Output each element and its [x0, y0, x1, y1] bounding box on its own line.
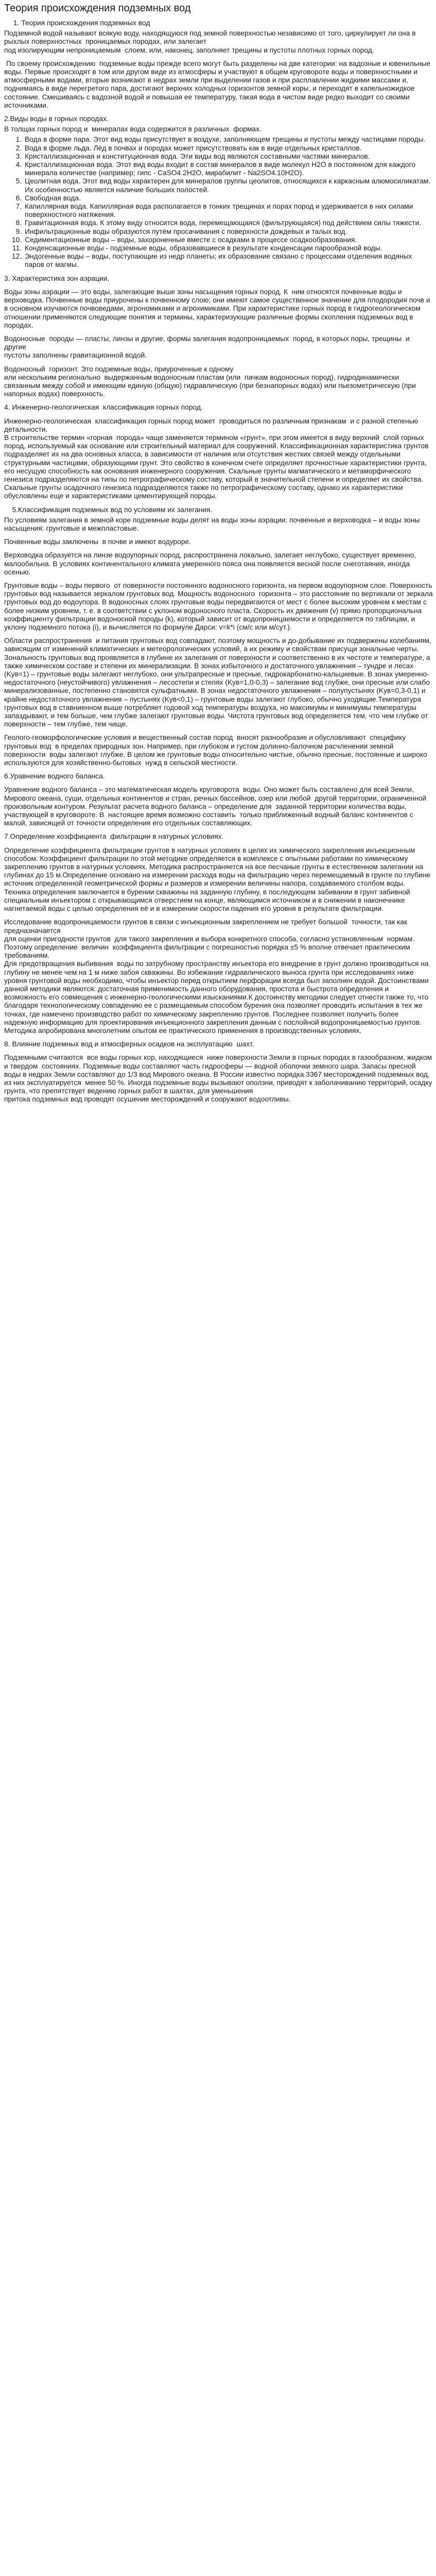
list-item: 6. Свободная вода.: [24, 194, 433, 202]
section-heading: 6.Уравнение водного баланса.: [4, 772, 105, 781]
paragraph: Инженерно-геологическая классификация горных пород может проводиться по различным признакам и с разной степенью детальности. В строительстве термин «горная порода» чаще заменяется термином «грунт», при этом имеется в виду верхний слой горных пород, используемый как основание или строительный материал для сооружений. Классификационная характеристика грунтов подразделяет их на два основных класса, в зависимости от наличия или отсутствия жестких связей между отдельными структурными частицами, образующими грунт. Это свойство в конечном счете определяет прочностные характеристики грунта, его несущую способность как основания инженерного сооружения. Скальные грунты магматического и метаморфического генезиса подразделяются на типы по петрографическому составу, который в значительной степени и определяет их свойства. Скальные грунты осадочного генезиса подразделяются также по петрографическому составу, однако их характеристики обусловлены еще и характеристиками цементирующей породы.: [4, 417, 429, 500]
paragraph: Почвенные воды заключены в почве и имеют водуроре.: [4, 538, 191, 546]
paragraph: По своему происхождению подземные воды прежде всего могут быть разделены на две категории: на вадозные и ювенильные воды. Первые происходят в том или другом виде из атмосферы и участвуют в общем круговороте воды и поверхностными и атмосферными водами, вторые возникают в недрах земли при выделении газов и при расплавлении жидкими массами и, поднимаясь в виде перегретого пара, достигают верхних холодных горизонтов земной коры, и переходят в капельножидкое состояние. Смешиваясь с вадозной водой и повышая ее температуру, такая вода в чистом виде редко выходит со своими источниками.: [4, 59, 432, 109]
section-heading: 8. Влияние подземных вод и атмосферных осадков на эксплуатацию шахт.: [4, 1040, 254, 1048]
list-item: 12. Эндогенные воды – воды, поступающие из недр планеты; их образование связано с процессами отделения водяных паров от магмы.: [24, 252, 433, 269]
paragraph: Определение коэффициента фильтрации грунтов в натурных условиях в целях их химического закрепления инъекционным способом. Коэффициент фильтрации по этой методике определяется в комплексе с опытными работами по химическому закреплению грунтов в натурных условиях. Методика распространяется на все песчаные грунты в естественном залегании на глубинах до 15 м.Определение основано на измерении расхода воды на фильтрацию через перемещаемый в грунте по глубине источник определенной геометрической формы и размеров и измерении величины напора, создаваемого столбом воды. Техника определения заключается в бурении скважины на заданную глубину, в последующем забивании в грунт забивной специальным инъектором с открывающимся отверстием на конце, являющимся источником и в снижении в наконечнике нагнетаемой воды с целью определения её и в измерении скорости падения его уровня в результате фильтрации.: [4, 846, 432, 913]
paragraph: Водоносные породы — пласты, линзы и другие, формы залегания водопроницаемых пород, в которых поры, трещины и другие пустоты заполнены гравитационной водой.: [4, 334, 410, 360]
section-heading: 5.Классификация подземных вод по условиям их залегания.: [4, 505, 213, 514]
section-heading: 1. Теория происхождения подземных вод: [13, 19, 150, 27]
paragraph: Подземными считаются все воды горных кор, находящиеся ниже поверхности Земли в горных породах в газообразном, жидком и твердом состояниях. Подземные воды составляют часть гидросферы — водной оболочки земного шара. Запасы пресной воды в недрах Земли составляют до 1/3 вод Мирового океана. В России известно порядка 3367 месторождений подземных вод, из них эксплуатируется менее 50 %. Иногда подземные воды вызывают оползни, приводят к заболачиванию территорий, осадку грунта, что препятствует ведению горных работ в шахтах, для уменьшения притока подземных вод проводят осушение месторождений и сооружают водоотливы.: [4, 1054, 432, 1104]
list-item: 8. Гравитационная вода. К этому виду относится вода, перемещающаяся (фильтрующаяся) под действием силы тяжести.: [24, 219, 433, 227]
paragraph: Водоносный горизонт. Это подземные воды, приуроченные к одному или нескольким регионально выдержанным водоносным пластам (или пачкам водоносных пород), гидродинамически связанным между собой и имеющим единую (общую) гидравлическую (при безнапорных водах) или пьезометрическую (при напорных водах) поверхность.: [4, 365, 416, 398]
section-heading: 4. Инженерно-геологическая классификация горных пород.: [4, 403, 203, 412]
list-item: 10. Седиментационные воды – воды, захороненные вместе с осадками в процессе осадкообразования.: [24, 236, 433, 244]
paragraph: Подземной водой называют всякую воду, находящуюся под земной поверхностью независимо от того, циркулирует ли она в рыхлых поверхностных проницаемых породах, или залегает под изолирующим непроницаемым слоем, или, наконец, заполняет трещины и пустоты плотных горных пород.: [4, 29, 416, 54]
section-heading: 3. Характеристика зон аэрации.: [4, 274, 110, 282]
document-body: [4, 19, 433, 1104]
paragraph: Верховодка образуется на линзе водоупорных пород, распространена локально, залегает неглубоко, существует временно, малообильна. В условиях континентального климата умеренного пояса она появляется весной после снеготаяния, иногда осенью.: [4, 551, 418, 576]
list-item: 11. Конденсационные воды - подземные воды, образовавшиеся в результате конденсации парообразной воды.: [24, 244, 433, 252]
paragraph: Грунтовые воды – воды первого от поверхности постоянного водоносного горизонта, на первом водоупорном слое. Поверхность грунтовых вод называется зеркалом грунтовых вод. Мощность водоносного горизонта – это расстояние по вертикали от зеркала грунтовых вод до водоупора. В водоносных слоях грунтовые воды передвигаются от мест с более высоким уровнем к местам с более низким уровнем, т. е. в соответствии с уклоном водоносного пласта. Скорость их движения (v) прямо пропорциональна коэффициенту фильтрации водоносной породы (k), который зависит от водопроницаемости и определяется по таблицам, и уклону подземного потока (i), и вычисляется по формуле Дарси: v=k*i (см/с или м/сут.).: [4, 581, 435, 631]
section-heading: 2.Виды воды в горных породах.: [4, 115, 109, 123]
water-forms-list: [4, 135, 433, 269]
list-item: 7. Капиллярная вода. Капиллярная вода располагается в тонких трещинах и порах пород и удерживается в них силами поверхностного натяжения.: [24, 202, 433, 219]
paragraph: Исследование водопроницаемости грунтов в связи с инъекционным закреплением не требует большой точности, так как предназначается для оценки пригодности грунтов для такого закрепления и выбора конкретного способа, согласно установленным нормам. Поэтому определение величин коэффициента фильтрации с погрешностью порядка ±5 % вполне отвечает практическим требованиям. Для предотвращения выбивания воды по затрубному пространству инъектора его внедрение в грунт должно производиться на глубину не менее чем на 1 м ниже забоя скважины. Во избежание гидравлического выноса грунта при исследованиях ниже уровня грунтовой воды необходимо, чтобы инъектор перед открытием перфорации всегда был заполнен водой. Достоинствами данной методики являются: достаточная применимость данного оборудования, простота и быстрота определения и возможность его совмещения с инженерно-геологическими изысканиями.К достоинству методики следует отнести также то, что благодаря технологическому совпадению ее с размещаемым способом бурения она позволяет проводить испытания в тех же точках, где намечено производство работ по химическому закреплению грунтов. Последнее позволяет получить более надежную информацию для проектирования инъекционного закрепления данным с послойной водопроницаемостью грунтов. Методика апробирована многолетним опытом ее практического применения в производственных условиях.: [4, 918, 429, 1035]
paragraph: По условиям залегания в земной коре подземные воды делят на воды зоны аэрации: почвенные и верховодка – и воды зоны насыщения: грунтовые и межпластовые.: [4, 516, 422, 532]
paragraph: Области распространения и питания грунтовых вод совпадают, поэтому мощность и до-добывание их подвержены колебаниям, зависящим от изменений климатических и метеорологических условий, а их режиму и свойствам присущи зональные черты. Зональность грунтовых вод проявляется в глубине их залегания от поверхности и соответственно в их честоте и температуре, а также химическом составе и степени их минерализации. В зонах избыточного и достаточного увлажнения – тундре и лесах (Kув=1) – грунтовые воды залегают неглубоко, они ультрапресные и пресные, гидрокарбонатно-кальциевые. В зонах умеренно-недостаточного (неустойчивого) увлажнения – лесостепи и степях (Kув=1,0-0,3) – залегание вод глубже, они пресные или слабо минерализованные, постепенно становятся сульфатными. В зонах недостаточного увлажнения – полупустынях (Kув=0,3-0,1) и крайне недостаточного увлажнения – пустынях (Kув<0,1) – грунтовые воды залегают глубоко, обычно уходящие.Температура грунтовых вод в ставниенном выше потребляет годовой ход температуры воздуха, но максимумы и минимумы температуры запаздывают, и тем больше, чем глубже залегают грунтовые воды. Чистота грунтовых вод определяется тем, что чем глубже от поверхности – тем глубже, тем чище.: [4, 637, 433, 728]
page-title: Теория происхождения подземных вод: [4, 3, 191, 14]
list-item: 5. Цеолитная вода. Этот вид воды характерен для минералов группы цеолитов, относящихся к каркасным алюмосиликатам. Их особенностью является наличие больших полостей.: [24, 177, 433, 194]
list-item: 9. Инфильтрационные воды образуются путём просачивания с поверхности дождевых и талых вод.: [24, 228, 433, 236]
paragraph: Геолого-геоморфологические условия и вещественный состав пород вносят разнообразие и обусловливают специфику грунтовых вод в пределах природных зон. Например, при глубоком и густом долинно-балочном расчленении земной поверхности воды залегают глубже. В целом же грунтовые воды относительно чистые, обычно пресные, постоянные и широко используются для хозяйственно-бытовых нужд в сельской местности.: [4, 734, 429, 767]
list-item: 1. Вода в форме пара. Этот вид воды присутствует в воздухе, заполняющем трещины и пустоты между частицами породы.: [24, 135, 433, 144]
section-heading: 7.Определение коэффициента фильтрации в натурных условиях.: [4, 833, 224, 841]
paragraph: В толщах горных пород и минералах вода содержится в различных формах.: [4, 125, 261, 133]
list-item: 2. Вода в форме льда. Лёд в почвах и породах может присутствовать как в виде отдельных кристаллов.: [24, 144, 433, 152]
paragraph: Воды зоны аэрации — это воды, залегающие выше зоны насыщения горных пород. К ним относятся почвенные воды и верховодка. Почвенные воды приурочены к почвенному слою; они имеют самое существенное значение для плодородия почв и в основном изучаются почвоведами, агрономиками и агрохимиками. При характеристике горных пород в гидрогеологическом отношении применяются следующие понятия и термины, характеризующие различные формы скопления подземных вод в породах.: [4, 287, 432, 329]
paragraph: Уравнение водного баланса – это математическая модель круговорота воды. Оно может быть составлено для всей Земли, Мирового океана, суши, отдельных континентов и стран, речных бассейнов, озер или любой другой территории, ограниченной произвольным контуром. Результат расчета водного баланса – определение для заданной территории количества воды, участвующей в круговороте. В настоящее время возможно составить только приближенный водный баланс континентов с малой, зависящей от точности определения его отдельных составляющих.: [4, 786, 429, 827]
list-item: 3. Кристаллизационная и конституционная вода. Эти виды вод являются составными частями минералов.: [24, 152, 433, 161]
list-item: 4. Кристаллизационная вода. Этот вид воды входит в состав минералов в виде молекул H2O в постоянном для каждого минерала количестве (например; гипс - CaSO4.2H2O, мирабилит - Na2SO4.10H2O).: [24, 161, 433, 177]
